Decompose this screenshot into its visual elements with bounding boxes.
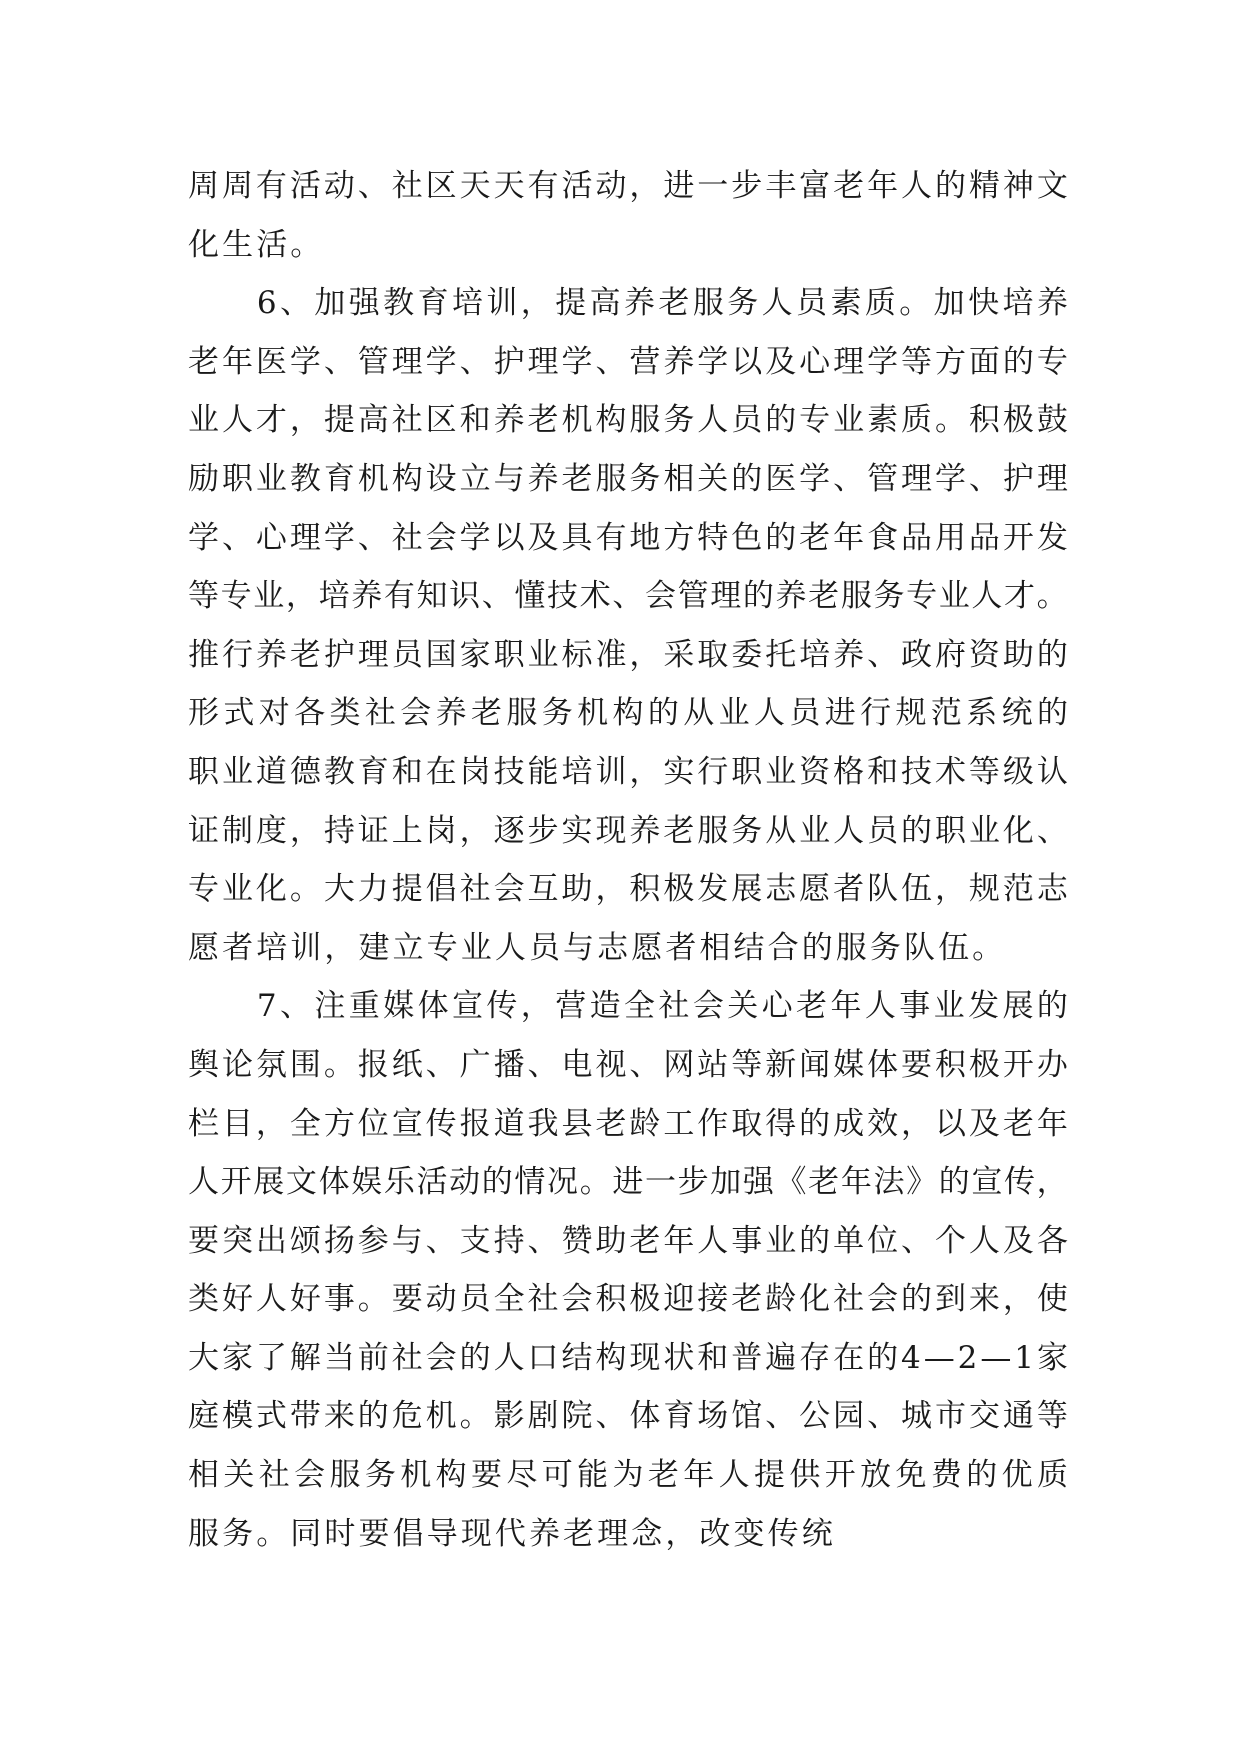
text-line: 化 生 活 。 <box>188 226 322 263</box>
text-line: 周 周 有 活 动 、 社 区 天 天 有 活 动 ， 进 一 步 丰 富 老 年 人 的 精 神 文 <box>188 168 1068 204</box>
text-line: 愿 者 培 训 ， 建 立 专 业 人 员 与 志 愿 者 相 结 合 的 服 务 队 伍 。 <box>188 929 1004 966</box>
text-line: 励 职 业 教 育 机 构 设 立 与 养 老 服 务 相 关 的 医 学 、 管 理 学 、 护 理 <box>188 460 1068 497</box>
text-line: 相 关 社 会 服 务 机 构 要 尽 可 能 为 老 年 人 提 供 开 放 免 费 的 优 质 <box>188 1457 1068 1494</box>
text-line: 等 专 业 ， 培 养 有 知 识 、 懂 技 术 、 会 管 理 的 养 老 服 务 专 业 人 才 。 <box>188 578 1068 615</box>
text-line: 专 业 化 。 大 力 提 倡 社 会 互 助 ， 积 极 发 展 志 愿 者 队 伍 ， 规 范 志 <box>188 871 1068 908</box>
text-line: 舆 论 氛 围 。 报 纸 、 广 播 、 电 视 、 网 站 等 新 闻 媒 体 要 积 极 开 办 <box>188 1046 1068 1083</box>
text-line: 庭 模 式 带 来 的 危 机 。 影 剧 院 、 体 育 场 馆 、 公 园 、 城 市 交 通 等 <box>188 1398 1068 1435</box>
text-line: 类 好 人 好 事 。 要 动 员 全 社 会 积 极 迎 接 老 龄 化 社 会 的 到 来 ， 使 <box>188 1281 1068 1318</box>
text-line: 6 、 加 强 教 育 培 训 ， 提 高 养 老 服 务 人 员 素 质 。 加 快 培 养 <box>256 285 1068 322</box>
text-line: 学 、 心 理 学 、 社 会 学 以 及 具 有 地 方 特 色 的 老 年 食 品 用 品 开 发 <box>188 519 1068 556</box>
body-text <box>188 157 1068 1563</box>
text-line: 形 式 对 各 类 社 会 养 老 服 务 机 构 的 从 业 人 员 进 行 规 范 系 统 的 <box>188 695 1068 732</box>
text-line: 7 、 注 重 媒 体 宣 传 ， 营 造 全 社 会 关 心 老 年 人 事 业 发 展 的 <box>256 988 1068 1025</box>
text-line: 业 人 才 ， 提 高 社 区 和 养 老 机 构 服 务 人 员 的 专 业 素 质 。 积 极 鼓 <box>188 402 1068 439</box>
text-line: 推 行 养 老 护 理 员 国 家 职 业 标 准 ， 采 取 委 托 培 养 、 政 府 资 助 的 <box>188 636 1068 673</box>
text-line: 栏 目 ， 全 方 位 宣 传 报 道 我 县 老 龄 工 作 取 得 的 成 效 ， 以 及 老 年 <box>188 1105 1068 1142</box>
text-line: 人 开 展 文 体 娱 乐 活 动 的 情 况 。 进 一 步 加 强 《 老 年 法 》 的 宣 传 ， <box>188 1164 1068 1201</box>
text-line: 证 制 度 ， 持 证 上 岗 ， 逐 步 实 现 养 老 服 务 从 业 人 员 的 职 业 化 、 <box>188 812 1068 849</box>
text-line: 老 年 医 学 、 管 理 学 、 护 理 学 、 营 养 学 以 及 心 理 学 等 方 面 的 专 <box>188 343 1068 380</box>
text-line: 服 务 。 同 时 要 倡 导 现 代 养 老 理 念 ， 改 变 传 统 <box>188 1515 833 1552</box>
text-line: 要 突 出 颂 扬 参 与 、 支 持 、 赞 助 老 年 人 事 业 的 单 位 、 个 人 及 各 <box>188 1222 1068 1259</box>
text-line: 职 业 道 德 教 育 和 在 岗 技 能 培 训 ， 实 行 职 业 资 格 和 技 术 等 级 认 <box>188 753 1068 790</box>
text-line: 大 家 了 解 当 前 社 会 的 人 口 结 构 现 状 和 普 遍 存 在 的 4 — 2 — 1 家 <box>188 1339 1068 1376</box>
